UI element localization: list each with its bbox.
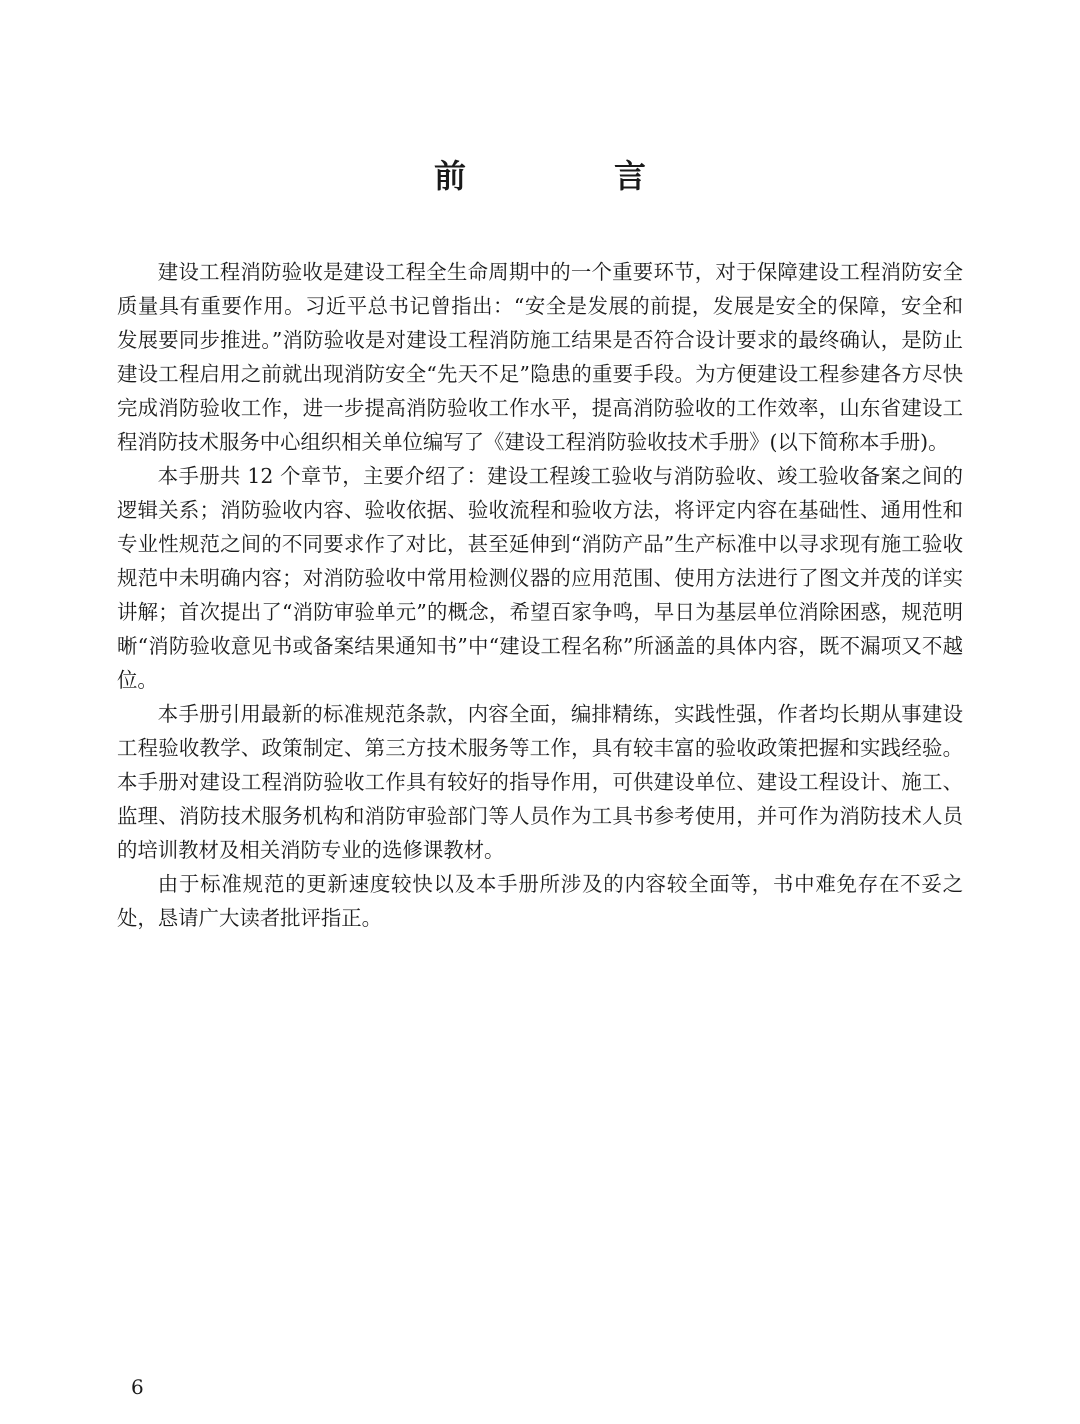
paragraph-3: 本手册引用最新的标准规范条款，内容全面，编排精练，实践性强，作者均长期从事建设工程验收教学、政策制定、第三方技术服务等工作，具有较丰富的验收政策把握和实践经验。本手册对建设工程消防验收工作具有较好的指导作用，可供建设单位、建设工程设计、施工、监理、消防技术服务机构和消防审验部门等人员作为工具书参考使用，并可作为消防技术人员的培训教材及相关消防专业的选修课教材。 [117,702,963,862]
paragraph-2: 本手册共 12 个章节，主要介绍了：建设工程竣工验收与消防验收、竣工验收备案之间的逻辑关系；消防验收内容、验收依据、验收流程和验收方法，将评定内容在基础性、通用性和专业性规范之间的不同要求作了对比，甚至延伸到“消防产品”生产标准中以寻求现有施工验收规范中未明确内容；对消防验收中常用检测仪器的应用范围、使用方法进行了图文并茂的详实讲解；首次提出了“消防审验单元”的概念，希望百家争鸣，早日为基层单位消除困惑，规范明晰“消防验收意见书或备案结果通知书”中“建设工程名称”所涵盖的具体内容，既不漏项又不越位。 [117,464,963,692]
page-title: 前 言 [433,157,704,195]
page-number: 6 [131,1375,144,1399]
paragraph-1: 建设工程消防验收是建设工程全生命周期中的一个重要环节，对于保障建设工程消防安全质量具有重要作用。习近平总书记曾指出：“安全是发展的前提，发展是安全的保障，安全和发展要同步推进。”消防验收是对建设工程消防施工结果是否符合设计要求的最终确认，是防止建设工程启用之前就出现消防安全“先天不足”隐患的重要手段。为方便建设工程参建各方尽快完成消防验收工作，进一步提高消防验收工作水平，提高消防验收的工作效率，山东省建设工程消防技术服务中心组织相关单位编写了《建设工程消防验收技术手册》(以下简称本手册)。 [117,260,963,454]
paragraph-4: 由于标准规范的更新速度较快以及本手册所涉及的内容较全面等，书中难免存在不妥之处，恳请广大读者批评指正。 [117,872,963,930]
preface-body [117,255,963,935]
